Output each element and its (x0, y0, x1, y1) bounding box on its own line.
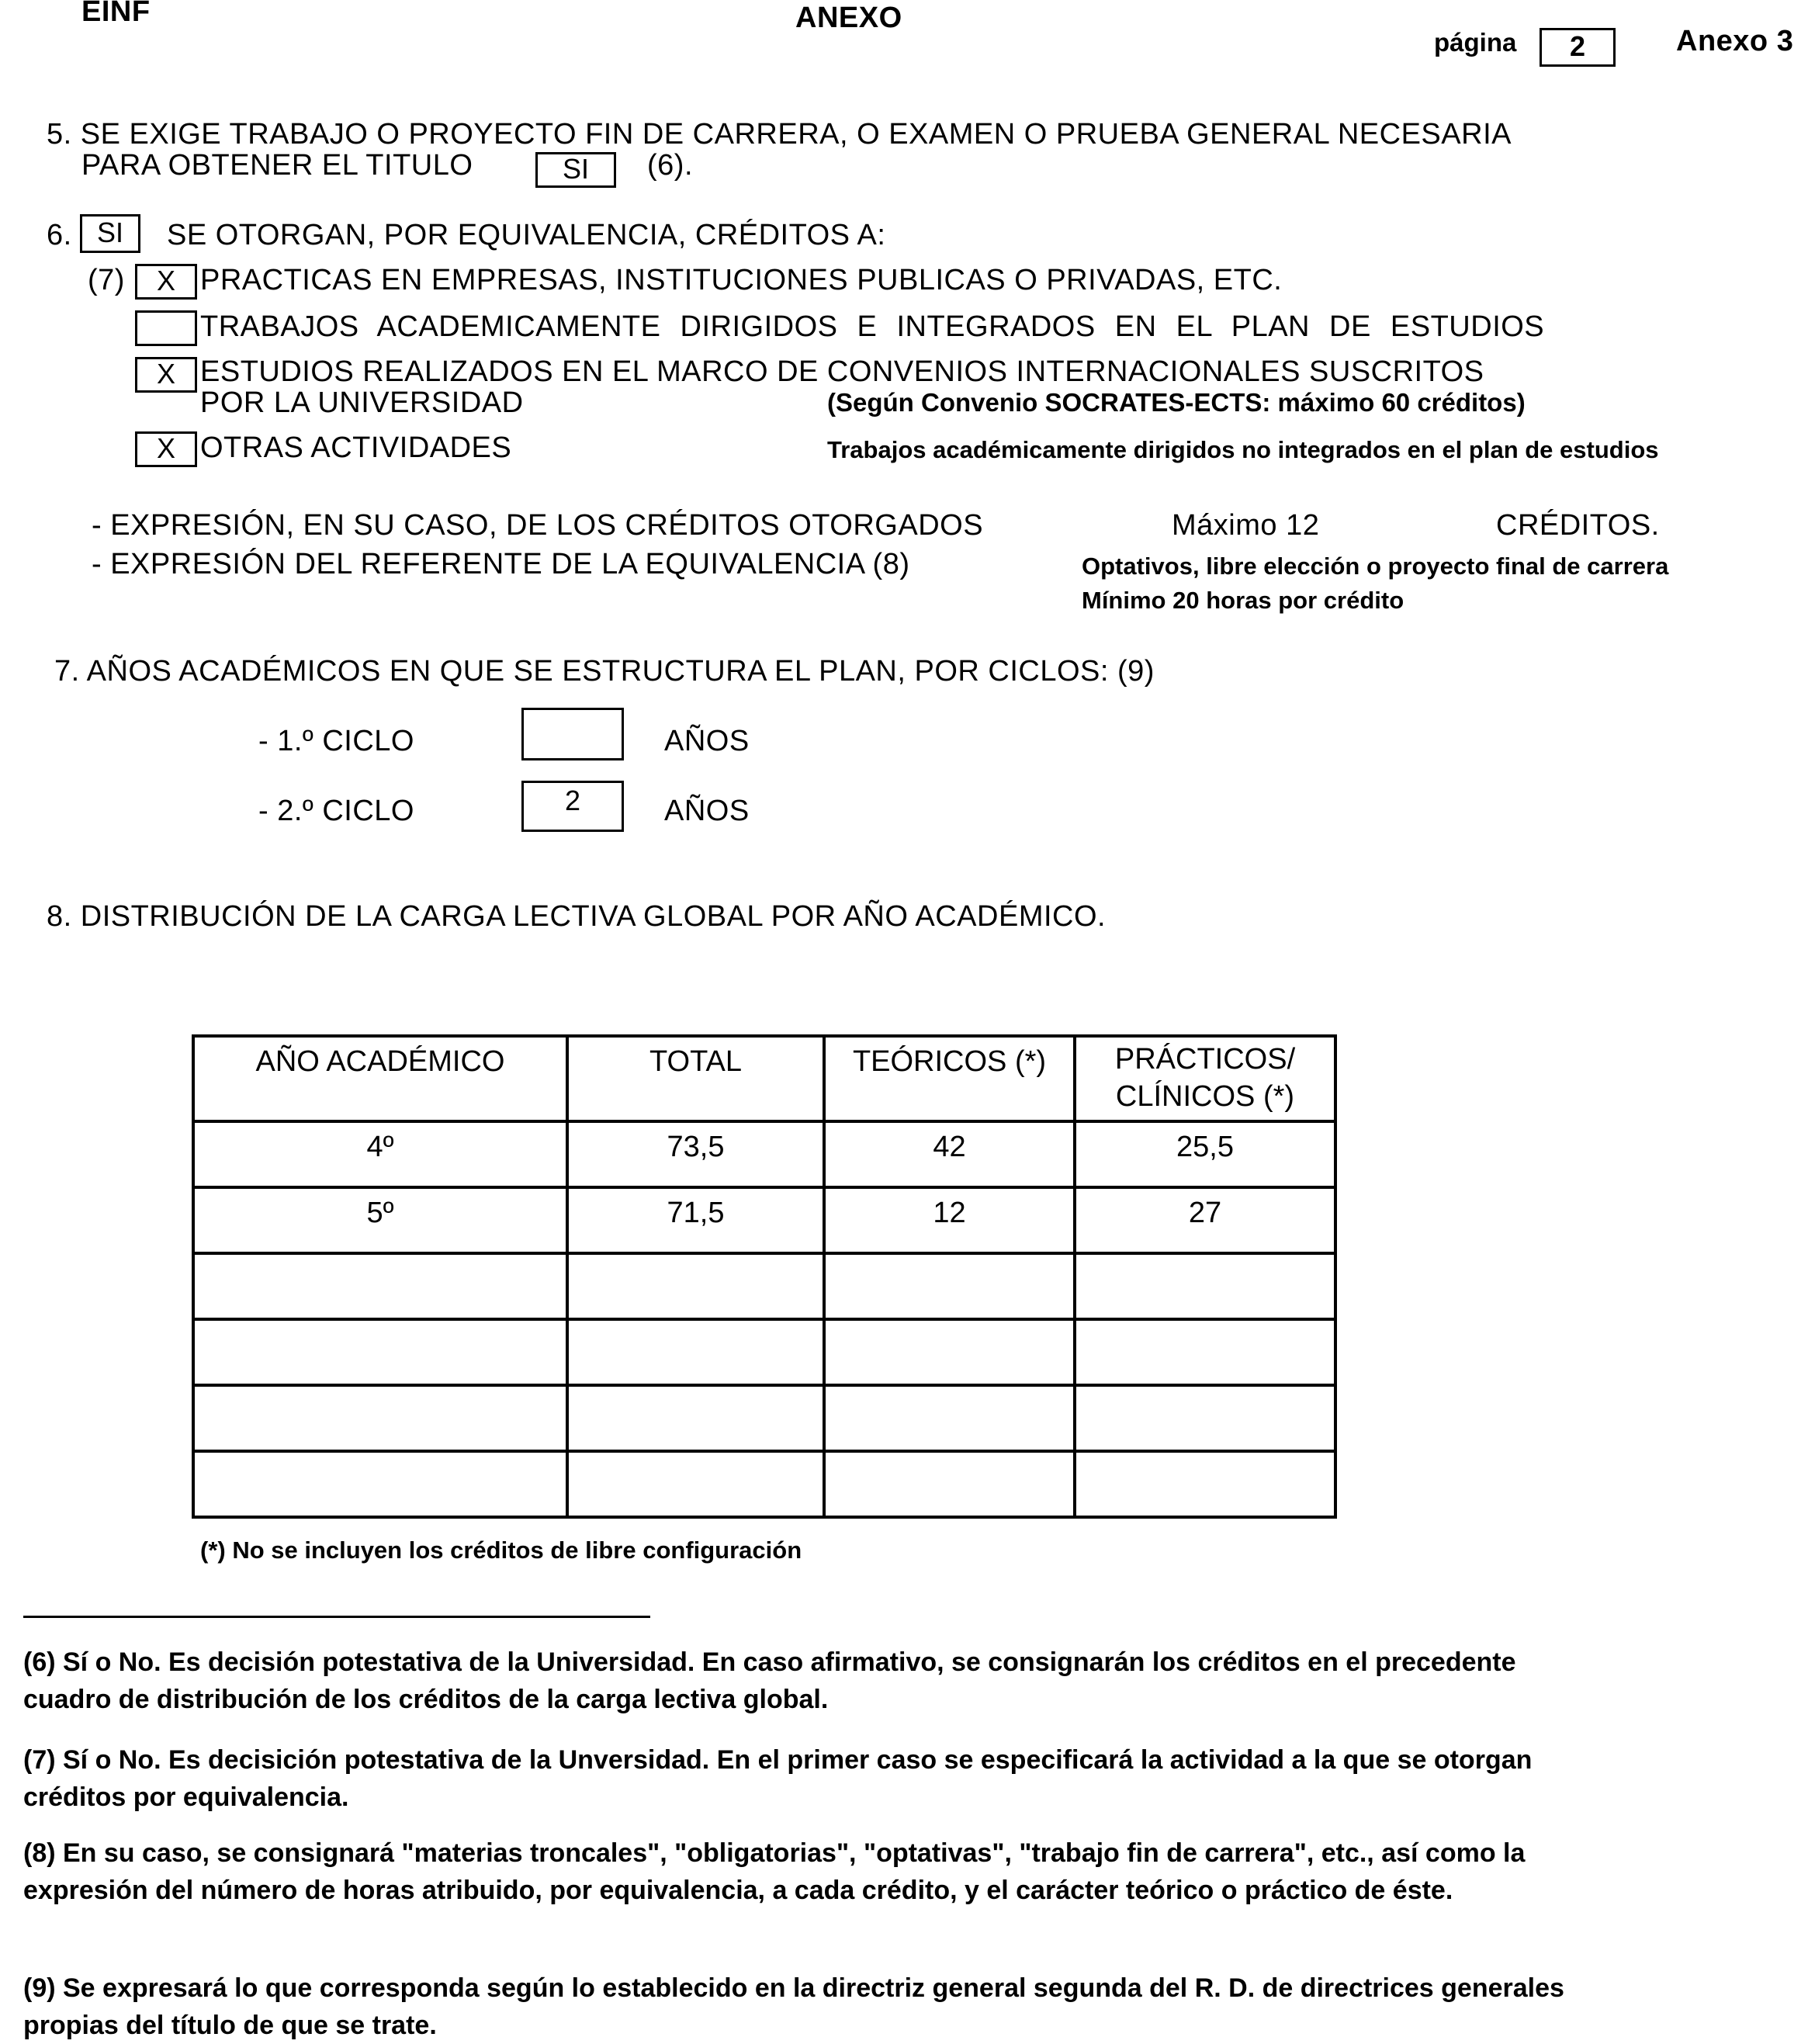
referent-line1: Optativos, libre elección o proyecto final de carrera (1082, 553, 1669, 580)
table-row (193, 1385, 1335, 1451)
option-note-3: (Según Convenio SOCRATES-ECTS: máximo 60 créditos) (827, 388, 1526, 417)
cell-year (193, 1385, 567, 1451)
referent-line2: Mínimo 20 horas por crédito (1082, 587, 1404, 614)
referent-label: - EXPRESIÓN DEL REFERENTE DE LA EQUIVALENCIA (8) (92, 548, 910, 580)
cell-year: 5º (193, 1187, 567, 1253)
header-title: ANEXO (795, 2, 902, 34)
table-row (193, 1121, 1335, 1187)
page-number: 2 (1569, 30, 1586, 63)
cell-theoretical: 42 (824, 1121, 1075, 1187)
cell-total: 71,5 (567, 1187, 824, 1253)
table-row (193, 1187, 1335, 1253)
credits-unit: CRÉDITOS. (1496, 509, 1660, 542)
page-number-box (1540, 28, 1616, 67)
item6-checkbox (80, 214, 140, 253)
option-checkbox-2 (135, 310, 197, 346)
cell-theoretical (824, 1451, 1075, 1517)
item7-title: 7. AÑOS ACADÉMICOS EN QUE SE ESTRUCTURA EL PLAN, POR CICLOS: (9) (54, 655, 1155, 688)
cell-total (567, 1451, 824, 1517)
cycle2-label: - 2.º CICLO (258, 795, 414, 827)
item6-checkbox-value: SI (96, 217, 123, 249)
option-mark-1: X (156, 265, 175, 297)
table-row (193, 1451, 1335, 1517)
cycle2-unit: AÑOS (664, 795, 750, 827)
item6-text: SE OTORGAN, POR EQUIVALENCIA, CRÉDITOS A: (167, 219, 886, 251)
table-row (193, 1253, 1335, 1319)
cell-theoretical: 12 (824, 1187, 1075, 1253)
cycle1-label: - 1.º CICLO (258, 725, 414, 757)
col-total: TOTAL (567, 1036, 824, 1121)
cell-total (567, 1319, 824, 1385)
col-practical-line1: PRÁCTICOS/ (1114, 1043, 1296, 1076)
cell-practical (1075, 1253, 1335, 1319)
col-academic-year: AÑO ACADÉMICO (193, 1036, 567, 1121)
cell-theoretical (824, 1253, 1075, 1319)
item5-line1: 5. SE EXIGE TRABAJO O PROYECTO FIN DE CARRERA, O EXAMEN O PRUEBA GENERAL NECESARIA (47, 118, 1512, 151)
cell-total: 73,5 (567, 1121, 824, 1187)
item5-checkbox (535, 152, 616, 188)
cell-total (567, 1385, 824, 1451)
option-label-3b: POR LA UNIVERSIDAD (200, 386, 524, 419)
cell-year (193, 1319, 567, 1385)
table-row (193, 1319, 1335, 1385)
cell-practical (1075, 1451, 1335, 1517)
table-footnote: (*) No se incluyen los créditos de libre configuración (200, 1536, 802, 1564)
option-mark-4: X (156, 432, 175, 465)
cell-practical (1075, 1385, 1335, 1451)
option-checkbox-1 (135, 264, 197, 300)
item5-note: (6). (647, 149, 693, 182)
cell-practical: 25,5 (1075, 1121, 1335, 1187)
cell-practical (1075, 1319, 1335, 1385)
cell-theoretical (824, 1319, 1075, 1385)
footnote-9: (9) Se expresará lo que corresponda según lo establecido en la directriz general segunda del R. D. de directrices generales propias del título de que se trate. (23, 1973, 1564, 2040)
cell-theoretical (824, 1385, 1075, 1451)
footnote-divider (23, 1616, 650, 1618)
option-label-4: OTRAS ACTIVIDADES (200, 431, 512, 464)
page-label: página (1434, 28, 1517, 57)
cell-total (567, 1253, 824, 1319)
option-label-2: TRABAJOS ACADEMICAMENTE DIRIGIDOS E INTEGRADOS EN EL PLAN DE ESTUDIOS (200, 310, 1545, 343)
cycle1-unit: AÑOS (664, 725, 750, 757)
table-header-row (193, 1036, 1335, 1121)
cell-practical: 27 (1075, 1187, 1335, 1253)
cell-year (193, 1253, 567, 1319)
cycle2-value: 2 (564, 785, 581, 816)
footnote-7: (7) Sí o No. Es decisición potestativa de la Unversidad. En el primer caso se especificará la actividad a la que se otorgan créditos por equivalencia. (23, 1745, 1533, 1812)
option-checkbox-4 (135, 431, 197, 467)
item5-checkbox-value: SI (562, 153, 589, 185)
option-label-3: ESTUDIOS REALIZADOS EN EL MARCO DE CONVENIOS INTERNACIONALES SUSCRITOS (200, 355, 1484, 388)
item6-ref: (7) (88, 264, 125, 296)
annex-label: Anexo 3 (1676, 25, 1794, 57)
col-practical (1075, 1036, 1335, 1121)
cell-year: 4º (193, 1121, 567, 1187)
option-checkbox-3 (135, 357, 197, 393)
cycle2-box (521, 781, 624, 832)
item6-prefix: 6. (47, 219, 72, 251)
footnote-8: (8) En su caso, se consignará "materias troncales", "obligatorias", "optativas", "trabajo fin de carrera", etc., así como la expresión del número de horas atribuido, por equivalencia, a cada crédito, y el carácter teórico o práctico de éste. (23, 1838, 1526, 1905)
credit-load-table (192, 1034, 1337, 1519)
credits-label: - EXPRESIÓN, EN SU CASO, DE LOS CRÉDITOS OTORGADOS (92, 509, 984, 542)
item8-title: 8. DISTRIBUCIÓN DE LA CARGA LECTIVA GLOBAL POR AÑO ACADÉMICO. (47, 900, 1107, 933)
footnote-6: (6) Sí o No. Es decisión potestativa de la Universidad. En caso afirmativo, se consignarán los créditos en el precedente cuadro de distribución de los créditos de la carga lectiva global. (23, 1647, 1516, 1714)
option-mark-3: X (156, 358, 175, 390)
col-theoretical: TEÓRICOS (*) (824, 1036, 1075, 1121)
cycle1-box (521, 708, 624, 760)
item5-line2: PARA OBTENER EL TITULO (81, 149, 473, 182)
header-code: EINF (81, 0, 151, 28)
option-note-4: Trabajos académicamente dirigidos no integrados en el plan de estudios (827, 436, 1659, 463)
cell-year (193, 1451, 567, 1517)
credits-value: Máximo 12 (1172, 509, 1320, 542)
col-practical-line2: CLÍNICOS (*) (1115, 1080, 1295, 1113)
option-label-1: PRACTICAS EN EMPRESAS, INSTITUCIONES PUBLICAS O PRIVADAS, ETC. (200, 264, 1283, 296)
